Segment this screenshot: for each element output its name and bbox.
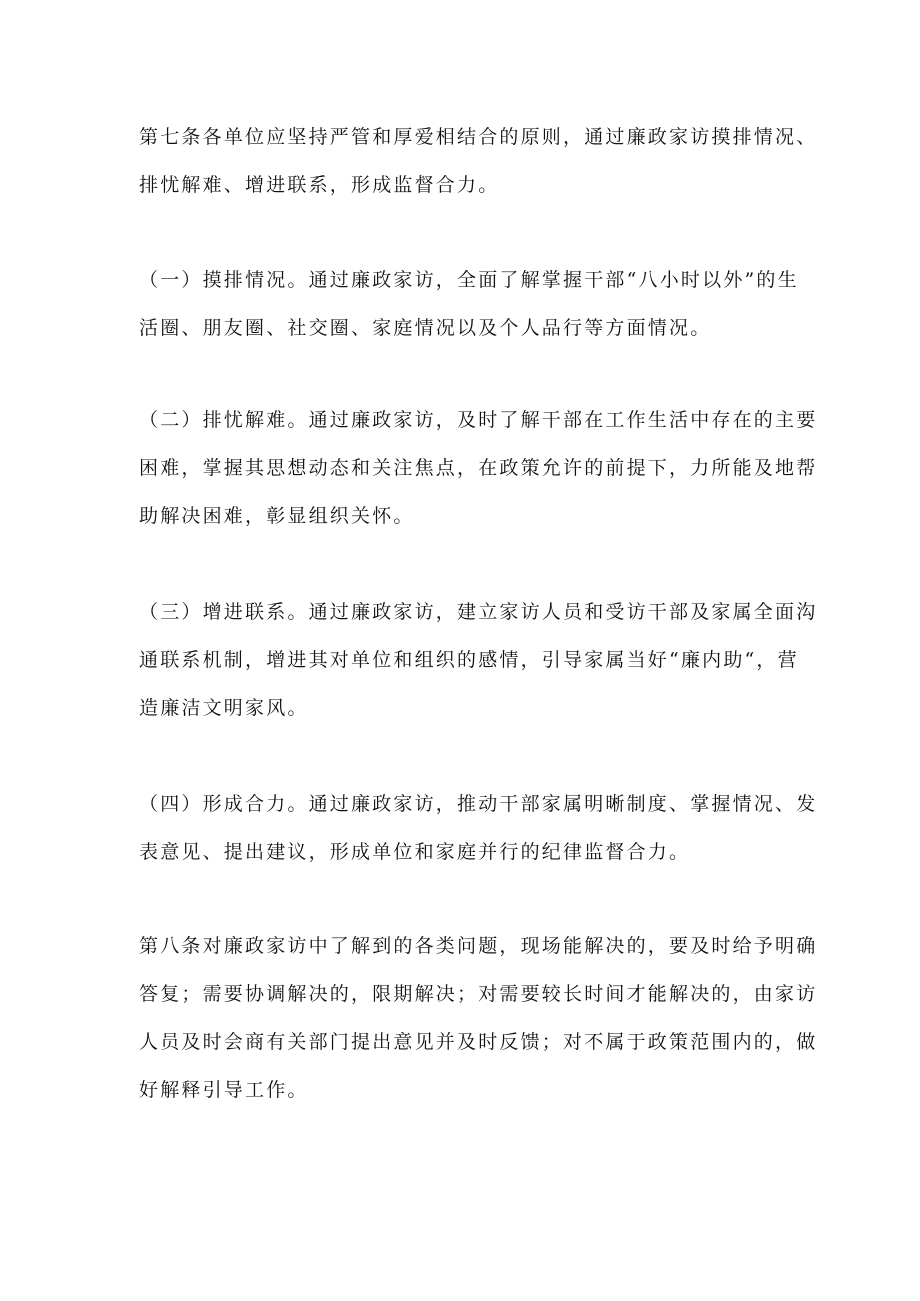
paragraph-item-3	[139, 588, 818, 732]
paragraph-item-4	[139, 780, 818, 876]
text-line: 困难，掌握其思想动态和关注焦点，在政策允许的前提下，力所能及地帮	[139, 457, 818, 479]
text-line: （三）增进联系。通过廉政家访，建立家访人员和受访干部及家属全面沟	[139, 601, 818, 623]
text-line: 第八条对廉政家访中了解到的各类问题，现场能解决的，要及时给予明确	[139, 935, 818, 957]
text-line: （一）摸排情况。通过廉政家访，全面了解掌握干部“八小时以外”的生	[139, 269, 799, 291]
text-line: 通联系机制，增进其对单位和组织的感情，引导家属当好“廉内助“，营	[139, 649, 799, 671]
text-line: （四）形成合力。通过廉政家访，推动干部家属明晰制度、掌握情况、发	[139, 793, 818, 815]
paragraph-item-2	[139, 396, 818, 540]
text-line: 表意见、提出建议，形成单位和家庭并行的纪律监督合力。	[139, 841, 691, 863]
text-line: 活圈、朋友圈、社交圈、家庭情况以及个人品行等方面情况。	[139, 317, 712, 339]
paragraph-item-1	[139, 256, 799, 352]
paragraph-article-8	[139, 922, 818, 1114]
text-line: 好解释引导工作。	[139, 1079, 309, 1101]
text-line: 人员及时会商有关部门提出意见并及时反馈；对不属于政策范围内的，做	[139, 1031, 818, 1053]
text-line: 排忧解难、增进联系，形成监督合力。	[139, 174, 500, 196]
text-line: 助解决困难，彰显组织关怀。	[139, 505, 415, 527]
text-line: 造廉洁文明家风。	[139, 697, 309, 719]
text-line: 第七条各单位应坚持严管和厚爱相结合的原则，通过廉政家访摸排情况、	[139, 126, 818, 148]
text-line: （二）排忧解难。通过廉政家访，及时了解干部在工作生活中存在的主要	[139, 409, 818, 431]
paragraph-article-7	[139, 113, 818, 209]
text-line: 答复；需要协调解决的，限期解决；对需要较长时间才能解决的，由家访	[139, 983, 818, 1005]
